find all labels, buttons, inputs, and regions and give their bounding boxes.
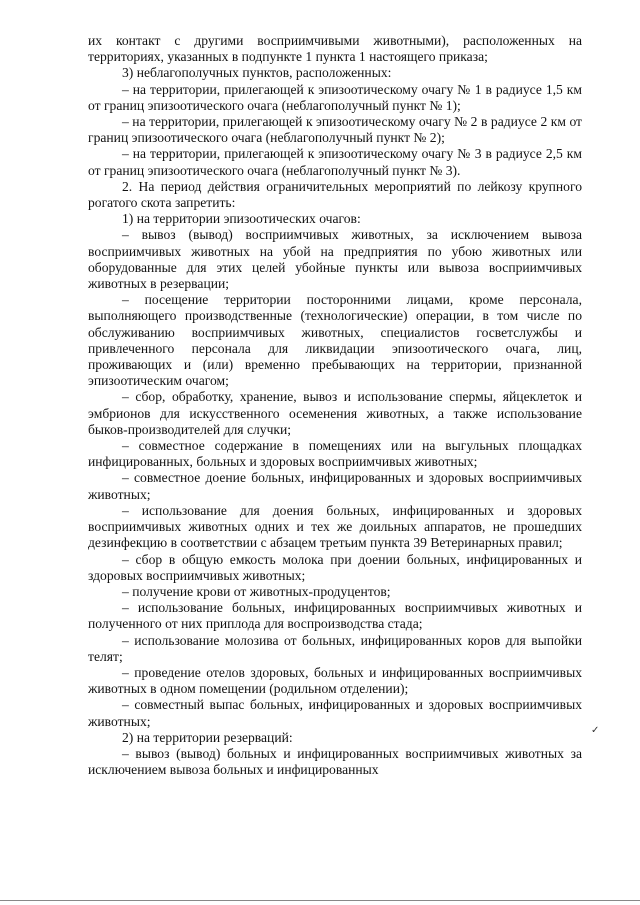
paragraph: 3) неблагополучных пунктов, расположенных: (122, 65, 392, 81)
page-bottom-edge (0, 900, 640, 901)
paragraph: – сбор, обработку, хранение, вывоз и использование спермы, яйцеклеток и эмбрионов для искусственного осеменения животных, а также использование быков-производителей для случки; (88, 389, 582, 437)
paragraph: – совместное доение больных, инфицированных и здоровых восприимчивых животных; (88, 470, 582, 502)
paragraph: – вывоз (вывод) больных и инфицированных восприимчивых животных за исключением вывоза больных и инфицированных (88, 745, 582, 778)
paragraph: – на территории, прилегающей к эпизоотическому очагу № 1 в радиусе 1,5 км от границ эпизоотического очага (неблагополучный пункт № 1); (88, 81, 582, 113)
paragraph: – на территории, прилегающей к эпизоотическому очагу № 3 в радиусе 2,5 км от границ эпизоотического очага (неблагополучный пункт № 3). (88, 146, 582, 178)
paragraph: – использование больных, инфицированных восприимчивых животных и полученного от них приплода для воспроизводства стада; (88, 600, 582, 632)
document-body (88, 33, 582, 778)
paragraph: – совместный выпас больных, инфицированных и здоровых восприимчивых животных; (88, 697, 582, 729)
paragraph: – использование для доения больных, инфицированных и здоровых восприимчивых животных одних и тех же доильных аппаратов, не прошедших дезинфекцию в соответствии с абзацем третьим пункта 39 Ветеринарных правил; (88, 502, 582, 551)
paragraph: – посещение территории посторонними лицами, кроме персонала, выполняющего производственные (технологические) операции, в том числе по обслуживанию восприимчивых животных, специалистов госветслужбы и привлеченного персонала для ликвидации эпизоотического очага, лиц, проживающих и (или) временно пребывающих на территории, признанной эпизоотическим очагом; (88, 292, 582, 389)
paragraph: – на территории, прилегающей к эпизоотическому очагу № 2 в радиусе 2 км от границ эпизоотического очага (неблагополучный пункт № 2); (88, 114, 582, 146)
pen-mark: ✓ (591, 725, 600, 736)
paragraph: 1) на территории эпизоотических очагов: (122, 211, 361, 227)
paragraph: – использование молозива от больных, инфицированных коров для выпойки телят; (88, 632, 582, 664)
paragraph: – проведение отелов здоровых, больных и инфицированных восприимчивых животных в одном помещении (родильном отделении); (88, 664, 582, 697)
paragraph: – сбор в общую емкость молока при доении больных, инфицированных и здоровых восприимчивых животных; (88, 551, 582, 583)
paragraph: – вывоз (вывод) восприимчивых животных, за исключением вывоза восприимчивых животных на убой на предприятия по убою животных или оборудованные для этих целей убойные пункты или вывоза восприимчивых животных в резервации; (88, 227, 582, 292)
paragraph: – совместное содержание в помещениях или на выгульных площадках инфицированных, больных и здоровых восприимчивых животных; (88, 438, 582, 470)
paragraph: 2) на территории резерваций: (122, 729, 293, 745)
paragraph: – получение крови от животных-продуцентов; (122, 583, 391, 599)
paragraph: 2. На период действия ограничительных мероприятий по лейкозу крупного рогатого скота запретить: (88, 178, 582, 211)
paragraph: их контакт с другими восприимчивыми животными), расположенных на территориях, указанных в подпункте 1 пункта 1 настоящего приказа; (88, 33, 582, 65)
